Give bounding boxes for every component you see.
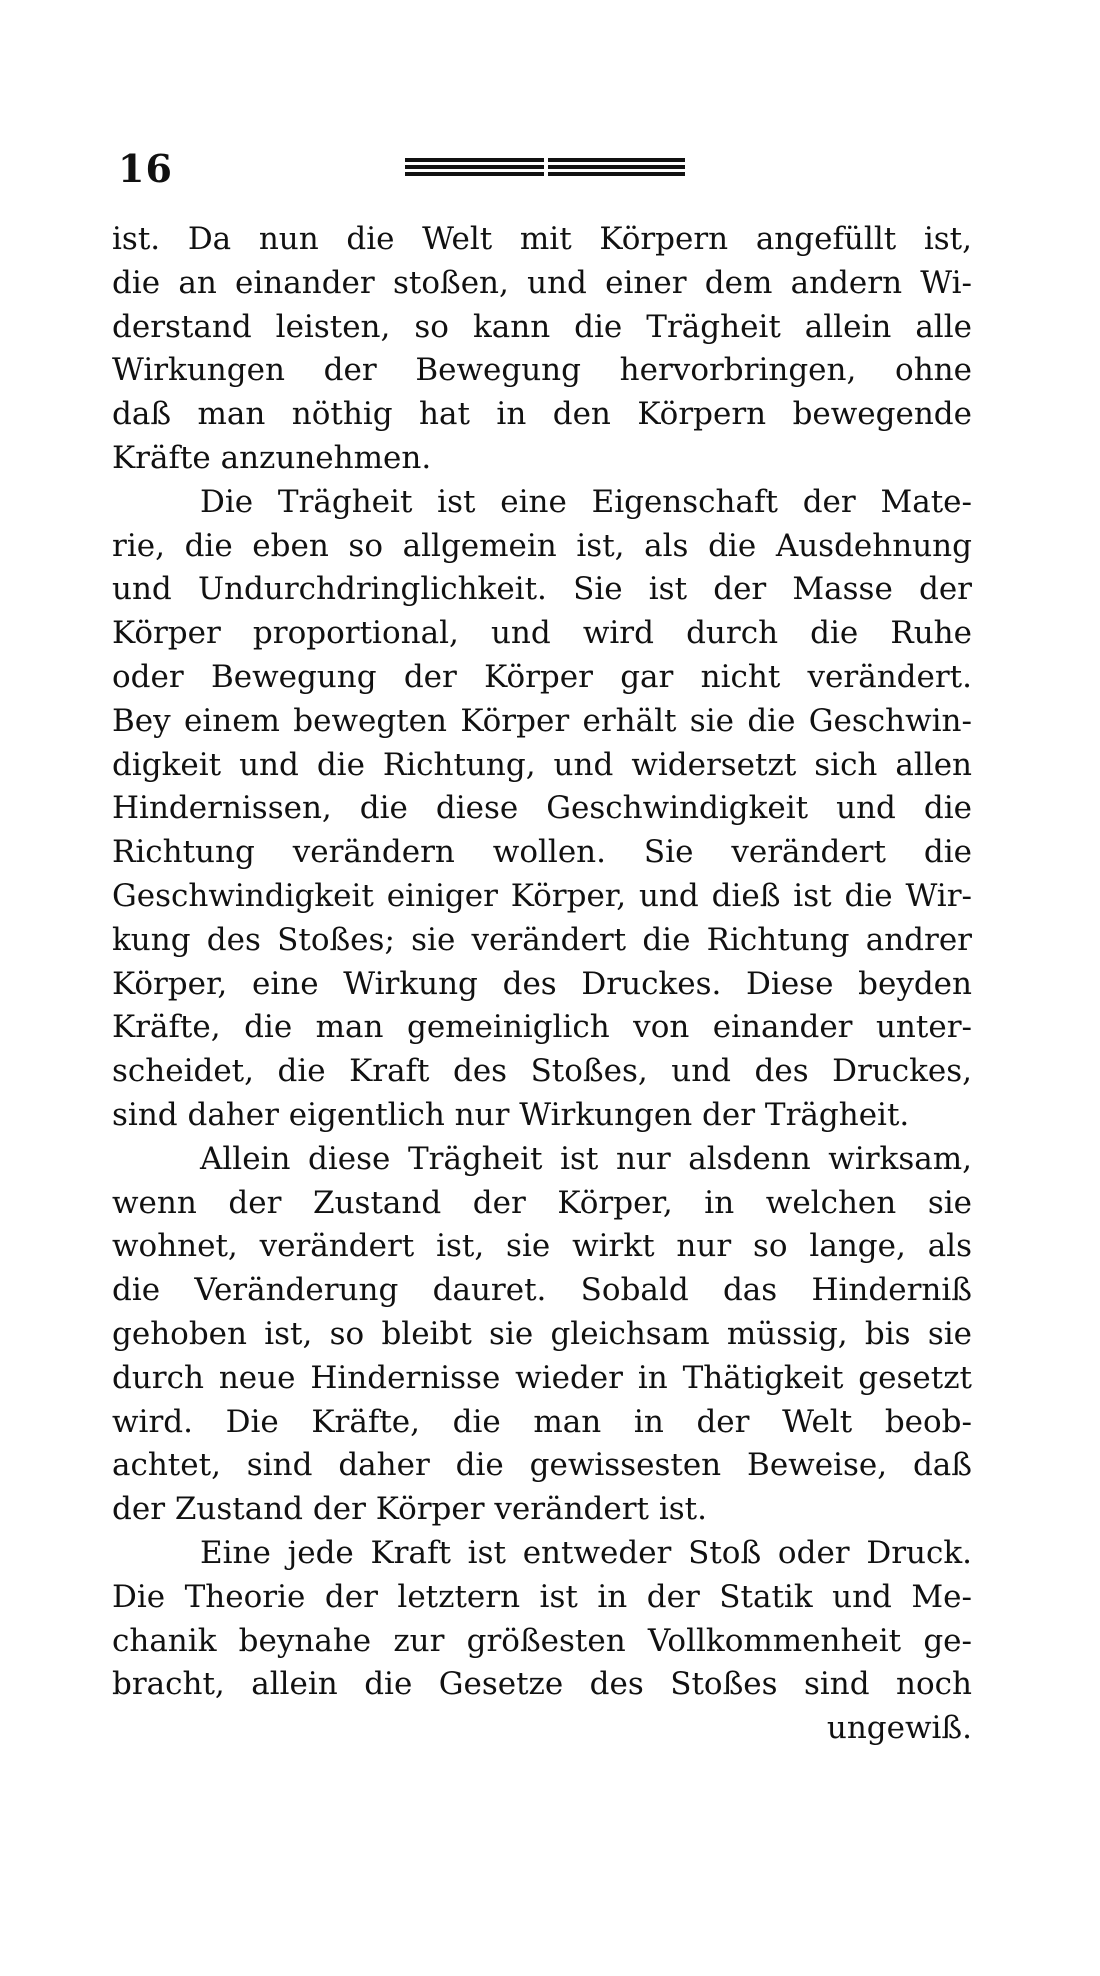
text-line: durch neue Hindernisse wieder in Thätigkeit gesetzt [112,1359,972,1396]
body-text [112,218,972,1751]
header-rule-gap [544,158,548,178]
text-line: ungewiß. [826,1710,972,1747]
text-line: die an einander stoßen, und einer dem andern Wi- [112,264,972,301]
text-line: Kräfte, die man gemeiniglich von einander unter- [112,1009,972,1046]
text-line: ist. Da nun die Welt mit Körpern angefüllt ist, [112,221,972,257]
text-line: Körper proportional, und wird durch die Ruhe [112,615,972,652]
text-line: derstand leisten, so kann die Trägheit allein alle [112,308,972,345]
text-line: chanik beynahe zur größesten Vollkommenheit ge- [112,1622,972,1659]
text-line: Hindernissen, die diese Geschwindigkeit und die [112,790,972,827]
text-line: Die Theorie der letztern ist in der Statik und Me- [112,1578,972,1615]
text-line: Kräfte anzunehmen. [112,439,432,476]
text-line: Bey einem bewegten Körper erhält sie die Geschwin- [112,702,972,739]
paragraph-start-line: Allein diese Trägheit ist nur alsdenn wirksam, [200,1140,972,1177]
text-line: Wirkungen der Bewegung hervorbringen, ohne [112,352,972,389]
text-line: wird. Die Kräfte, die man in der Welt beob- [112,1403,972,1440]
text-line: rie, die eben so allgemein ist, als die Ausdehnung [112,527,972,564]
text-line: sind daher eigentlich nur Wirkungen der Trägheit. [112,1096,910,1133]
text-line: kung des Stoßes; sie verändert die Richtung andrer [112,921,972,958]
text-line: Geschwindigkeit einiger Körper, und dieß ist die Wir- [112,877,972,914]
text-line: scheidet, die Kraft des Stoßes, und des Druckes, [112,1053,972,1090]
text-line: daß man nöthig hat in den Körpern bewegende [112,396,972,433]
text-line: Körper, eine Wirkung des Druckes. Diese beyden [112,965,972,1002]
text-line: und Undurchdringlichkeit. Sie ist der Masse der [112,571,972,608]
text-line: achtet, sind daher die gewissesten Beweise, daß [112,1447,972,1484]
header-rule [405,158,685,178]
text-line: der Zustand der Körper verändert ist. [112,1491,707,1528]
text-line: bracht, allein die Gesetze des Stoßes sind noch [112,1666,972,1703]
text-line: gehoben ist, so bleibt sie gleichsam müssig, bis sie [112,1315,972,1352]
paragraph-start-line: Eine jede Kraft ist entweder Stoß oder Druck. [200,1534,972,1571]
page-number: 16 [118,146,173,191]
text-line: die Veränderung dauret. Sobald das Hinderniß [112,1272,972,1309]
text-line: wenn der Zustand der Körper, in welchen sie [112,1184,972,1221]
text-line: wohnet, verändert ist, sie wirkt nur so lange, als [112,1228,972,1265]
text-line: oder Bewegung der Körper gar nicht verändert. [112,658,972,695]
text-line: Richtung verändern wollen. Sie verändert die [112,834,972,871]
text-line: digkeit und die Richtung, und widersetzt sich allen [112,746,972,783]
paragraph-start-line: Die Trägheit ist eine Eigenschaft der Mate- [200,483,972,520]
